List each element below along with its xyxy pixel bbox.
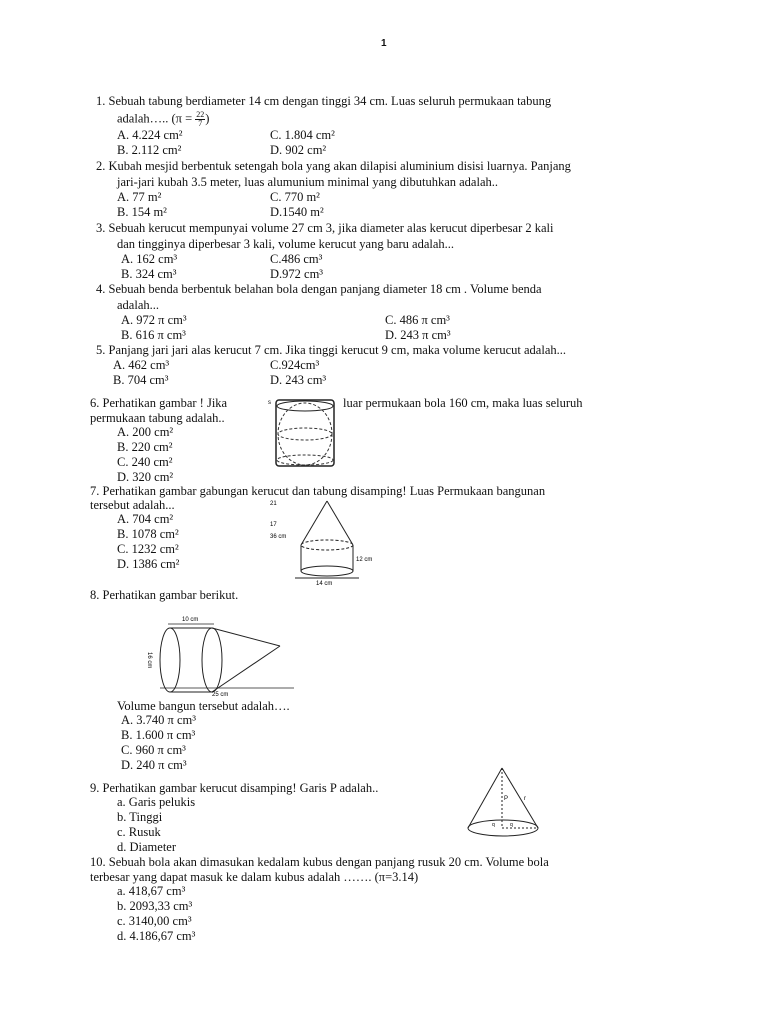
q9-option-c[interactable]: c. Rusuk	[117, 825, 161, 839]
q6-inner-sphere	[278, 403, 332, 465]
q6-option-b[interactable]: B. 220 cm²	[117, 440, 173, 454]
q7-option-b[interactable]: B. 1078 cm²	[117, 527, 179, 541]
q5-text-line1: 5. Panjang jari jari alas kerucut 7 cm. Jika tinggi kerucut 9 cm, maka volume kerucut adalah...	[96, 343, 566, 357]
q6-text-line1-left: 6. Perhatikan gambar ! Jika	[90, 396, 228, 410]
q9-label-r: r	[524, 796, 526, 802]
q5-option-a[interactable]: A. 462 cm³	[113, 358, 170, 372]
q1-line2-prefix: adalah….. (π =	[117, 111, 196, 126]
q10-option-c[interactable]: c. 3140,00 cm³	[117, 914, 192, 928]
q9-label-q2: q	[510, 822, 513, 828]
q8-option-d[interactable]: D. 240 π cm³	[121, 758, 187, 772]
q1-option-a[interactable]: A. 4.224 cm²	[117, 128, 183, 142]
q10-option-d[interactable]: d. 4.186,67 cm³	[117, 929, 196, 943]
q1-option-d[interactable]: D. 902 cm²	[270, 143, 327, 157]
q2-text-line1: 2. Kubah mesjid berbentuk setengah bola yang akan dilapisi aluminium disisi luarnya. Panjang	[96, 159, 571, 173]
q7-option-a[interactable]: A. 704 cm²	[117, 512, 174, 526]
q7-fig-label-base: 14 cm	[316, 581, 333, 586]
q1-line2-suffix: )	[205, 111, 210, 126]
q6-text-line2: permukaan tabung adalah..	[90, 411, 225, 425]
q9-option-b[interactable]: b. Tinggi	[117, 810, 163, 824]
q1-text-line2	[117, 111, 209, 128]
q9-option-d[interactable]: d. Diameter	[117, 840, 177, 854]
q8-text-line1: 8. Perhatikan gambar berikut.	[90, 588, 239, 602]
q8-cylinder-left-end	[160, 628, 180, 692]
q8-cylinder-cone-figure	[144, 612, 300, 698]
q7-fig-label-mid: 17	[270, 522, 277, 528]
q2-option-d[interactable]: D.1540 m²	[270, 205, 324, 219]
q10-text-line2: terbesar yang dapat masuk ke dalam kubus adalah ……. (π=3.14)	[90, 870, 419, 884]
pi-denominator: 7	[198, 119, 203, 128]
q7-option-d[interactable]: D. 1386 cm²	[117, 557, 180, 571]
q4-text-line1: 4. Sebuah benda berbentuk belahan bola dengan panjang diameter 18 cm . Volume benda	[96, 282, 542, 296]
q3-text-line2: dan tingginya diperbesar 3 kali, volume kerucut yang baru adalah...	[117, 237, 455, 251]
q7-text-line2: tersebut adalah...	[90, 498, 175, 512]
q1-option-b[interactable]: B. 2.112 cm²	[117, 143, 182, 157]
q7-cone-cylinder-figure	[265, 496, 390, 586]
q8-prompt: Volume bangun tersebut adalah….	[117, 699, 290, 713]
q8-option-b[interactable]: B. 1.600 π cm³	[121, 728, 196, 742]
q3-text-line1: 3. Sebuah kerucut mempunyai volume 27 cm 3, jika diameter alas kerucut diperbesar 2 kali	[96, 221, 554, 235]
q3-option-c[interactable]: C.486 cm³	[270, 252, 323, 266]
q6-cylinder-sphere-figure	[266, 392, 342, 472]
q4-option-b[interactable]: B. 616 π cm³	[121, 328, 186, 342]
q7-fig-label-top: 21	[270, 501, 277, 507]
q9-cone-left	[468, 768, 502, 828]
q7-cone-right	[327, 501, 353, 545]
q3-option-b[interactable]: B. 324 cm³	[121, 267, 177, 281]
q7-fig-label-height: 36 cm	[270, 534, 287, 540]
q5-option-c[interactable]: C.924cm³	[270, 358, 320, 372]
q4-option-d[interactable]: D. 243 π cm³	[385, 328, 451, 342]
q10-option-a[interactable]: a. 418,67 cm³	[117, 884, 186, 898]
q9-label-q1: q	[492, 822, 495, 828]
pi-numerator: 22	[196, 110, 205, 119]
q8-option-c[interactable]: C. 960 π cm³	[121, 743, 186, 757]
q2-text-line2: jari-jari kubah 3.5 meter, luas alumunium minimal yang dibutuhkan adalah..	[117, 175, 498, 189]
q4-text-line2: adalah...	[117, 298, 159, 312]
q7-fig-label-tube: 12 cm	[356, 557, 373, 563]
q1-text-line1: 1. Sebuah tabung berdiameter 14 cm dengan tinggi 34 cm. Luas seluruh permukaan tabung	[96, 94, 552, 108]
q8-fig-label-bottom: 25 cm	[212, 692, 229, 698]
q2-option-a[interactable]: A. 77 m²	[117, 190, 162, 204]
q4-option-c[interactable]: C. 486 π cm³	[385, 313, 450, 327]
page-number: 1	[381, 38, 387, 49]
pi-fraction	[195, 111, 205, 128]
q8-cylinder-right-end	[202, 628, 222, 692]
q8-cone-upper	[212, 628, 280, 646]
q6-fig-label: s	[268, 400, 271, 406]
q9-text-line1: 9. Perhatikan gambar kerucut disamping! Garis P adalah..	[90, 781, 379, 795]
q6-text-line1-right: luar permukaan bola 160 cm, maka luas seluruh	[343, 396, 583, 410]
q1-option-c[interactable]: C. 1.804 cm²	[270, 128, 335, 142]
q2-option-b[interactable]: B. 154 m²	[117, 205, 167, 219]
q8-fig-label-left: 16 cm	[146, 652, 152, 669]
q4-option-a[interactable]: A. 972 π cm³	[121, 313, 187, 327]
q3-option-a[interactable]: A. 162 cm³	[121, 252, 178, 266]
q10-option-b[interactable]: b. 2093,33 cm³	[117, 899, 193, 913]
q7-cone-left	[301, 501, 327, 545]
q7-text-line1: 7. Perhatikan gambar gabungan kerucut dan tabung disamping! Luas Permukaan bangunan	[90, 484, 546, 498]
q7-cylinder-bottom	[301, 566, 353, 576]
q6-sphere-equator	[278, 428, 332, 440]
q9-option-a[interactable]: a. Garis pelukis	[117, 795, 196, 809]
q3-option-d[interactable]: D.972 cm³	[270, 267, 324, 281]
q6-option-c[interactable]: C. 240 cm²	[117, 455, 173, 469]
q10-text-line1: 10. Sebuah bola akan dimasukan kedalam kubus dengan panjang rusuk 20 cm. Volume bola	[90, 855, 549, 869]
q9-label-p: P	[504, 796, 509, 802]
q6-option-a[interactable]: A. 200 cm²	[117, 425, 174, 439]
q5-option-d[interactable]: D. 243 cm³	[270, 373, 327, 387]
q6-cylinder-bottom	[277, 455, 333, 465]
q7-cone-base	[301, 540, 353, 550]
q7-option-c[interactable]: C. 1232 cm²	[117, 542, 179, 556]
q8-fig-label-top: 10 cm	[182, 617, 199, 623]
q5-option-b[interactable]: B. 704 cm³	[113, 373, 169, 387]
q9-cone-figure	[462, 764, 546, 842]
q2-option-c[interactable]: C. 770 m²	[270, 190, 320, 204]
q6-option-d[interactable]: D. 320 cm²	[117, 470, 174, 484]
q8-option-a[interactable]: A. 3.740 π cm³	[121, 713, 196, 727]
